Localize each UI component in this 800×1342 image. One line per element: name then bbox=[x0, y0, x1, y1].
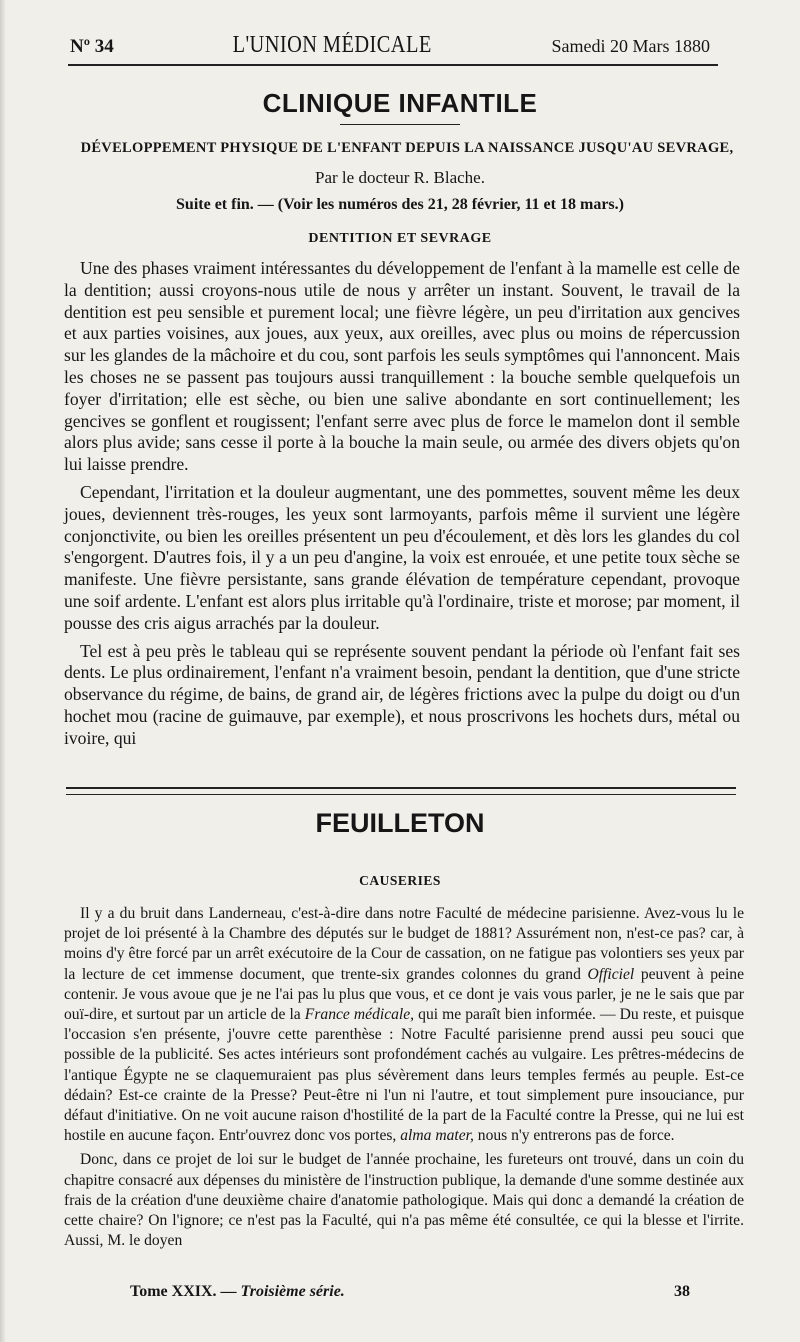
feuilleton-paragraph: Donc, dans ce projet de loi sur le budget de l'année prochaine, les fureteurs ont trouvé, dans un coin du chapitre consacré aux dépenses du ministère de l'instruction publique, la demande d'une somme destinée aux frais de la création d'une deuxième chaire d'anatomie pathologique. Mais qui donc a demandé la création de cette chaire? On l'ignore; ce n'est pas la Faculté, qui n'a pas même été consultée, ce qui la blesse et l'irrite. Aussi, M. le doyen bbox=[64, 1151, 744, 1250]
italic-france-medicale: France médicale, bbox=[304, 1006, 415, 1024]
feuilleton-paragraph bbox=[64, 904, 744, 1146]
text-run: Il y a du bruit dans Landerneau, c'est-à-dire dans notre Faculté de médecine parisienne. Avez-vous lu le projet de loi présenté à la Chambre des députés sur le budget de 1881? Assurément non, n'est-ce pas? car, à moins d'y être forcé par un arrêt exécutoire de la Cour de cassation, on ne fatigue pas volontiers ses yeux par la lecture de cet immense document, que trente-six grandes colonnes du grand bbox=[64, 905, 744, 983]
issue-date: Samedi 20 Mars 1880 bbox=[551, 36, 710, 56]
article-paragraph: Tel est à peu près le tableau qui se représente souvent pendant la période où l'enfant fait ses dents. Le plus ordinairement, l'enfant n'a vraiment besoin, pendant la dentition, que d'une stricte observance du régime, de bains, de grand air, de légères frictions avec la pulpe du doigt ou d'un hochet mou (racine de guimauve, par exemple), et nous proscrivons les hochets durs, métal ou ivoire, qui bbox=[64, 640, 740, 748]
issue-number: Nº 34 bbox=[70, 36, 114, 57]
section-title: CLINIQUE INFANTILE bbox=[262, 88, 538, 118]
series-label: Troisième série. bbox=[240, 1283, 345, 1300]
text-run: peuvent à peine contenir. Je vous avoue que je ne l'ai pas lu plus que vous, et ce dont je vais vous parler, je ne le sais que par ouï-dire, et surtout par un article de la bbox=[64, 965, 744, 1024]
title-rule bbox=[340, 124, 460, 125]
page-footer bbox=[130, 1283, 690, 1305]
italic-official: Officiel bbox=[587, 965, 635, 983]
article-paragraph: Cependant, l'irritation et la douleur augmentant, une des pommettes, souvent même les deux joues, deviennent très-rouges, les yeux sont larmoyants, parfois même il survient une légère conjonctivite, ou bien les oreilles présentent un peu d'écoulement, et dès lors les glandes du col s'engorgent. D'autres fois, il y a un peu d'angine, la voix est enrouée, et une petite toux sèche se manifeste. Une fièvre persistante, sans grande élévation de température cependant, provoque une soif ardente. L'enfant est alors plus irritable qu'à l'ordinaire, triste et morose; par moment, il pousse des cris aigus arrachés par la douleur. bbox=[64, 481, 740, 633]
article-subtitle: DÉVELOPPEMENT PHYSIQUE DE L'ENFANT DEPUIS LA NAISSANCE JUSQU'AU SEVRAGE, bbox=[80, 140, 734, 156]
page-number: 38 bbox=[674, 1283, 690, 1300]
text-run: nous n'y entrerons pas de force. bbox=[473, 1127, 675, 1145]
feuilleton-heading: CAUSERIES bbox=[359, 873, 441, 888]
article-continuation-note: Suite et fin. — (Voir les numéros des 21, 28 février, 11 et 18 mars.) bbox=[176, 196, 624, 213]
header-rule bbox=[68, 64, 718, 66]
article-paragraph: Une des phases vraiment intéressantes du développement de l'enfant à la mamelle est celle de la dentition; aussi croyons-nous utile de nous y arrêter un instant. Souvent, le travail de la dentition est peu sensible et purement local; une fièvre légère, un peu d'irritation aux gencives et aux parties voisines, aux joues, aux yeux, aux oreilles, avec plus ou moins de répercussion sur les glandes de la mâchoire et du cou, sont parfois les seuls symptômes qui l'annoncent. Mais les choses ne se passent pas toujours aussi tranquillement : la bouche semble quelquefois un foyer d'irritation; elle est sèche, ou bien une salive abondante en sort continuellement; les gencives se gonflent et rougissent; l'enfant serre avec plus de force le mamelon dont il semble alors plus avide; sans cesse il porte à la bouche la main seule, ou armée des divers objets qu'on lui laisse prendre. bbox=[64, 258, 740, 475]
feuilleton-title: FEUILLETON bbox=[315, 808, 485, 838]
page-header bbox=[70, 32, 710, 62]
text-run: qui me paraît bien informée. — Du reste, et puisque l'occasion s'en présente, j'ouvre cette parenthèse : Notre Faculté parisienne prend aussi peu souci que possible de la publicité. Ses actes intérieurs sont profondément cachés au vulgaire. Les prêtres-médecins de l'antique Égypte ne se claquemuraient pas plus sévèrement dans leurs temples fermés au peuple. Est-ce dédain? Est-ce crainte de la Presse? Peut-être ni l'un ni l'autre, et tout simplement pure insouciance, pur défaut d'initiative. On ne voit aucune raison d'hostilité de la part de la Faculté contre la Presse, qui ne lui est hostile en aucune façon. Entr'ouvrez donc vos portes, bbox=[64, 1006, 744, 1145]
feuilleton-body bbox=[64, 904, 744, 1255]
article-section-heading: DENTITION ET SEVRAGE bbox=[308, 231, 492, 246]
volume-info bbox=[130, 1283, 345, 1305]
journal-title: L'UNION MÉDICALE bbox=[233, 32, 433, 58]
feuilleton-divider bbox=[66, 787, 736, 795]
article-body bbox=[64, 258, 740, 756]
article-byline: Par le docteur R. Blache. bbox=[315, 168, 485, 187]
volume-label: Tome XXIX. — bbox=[130, 1283, 237, 1300]
italic-alma-mater: alma mater, bbox=[400, 1127, 474, 1145]
